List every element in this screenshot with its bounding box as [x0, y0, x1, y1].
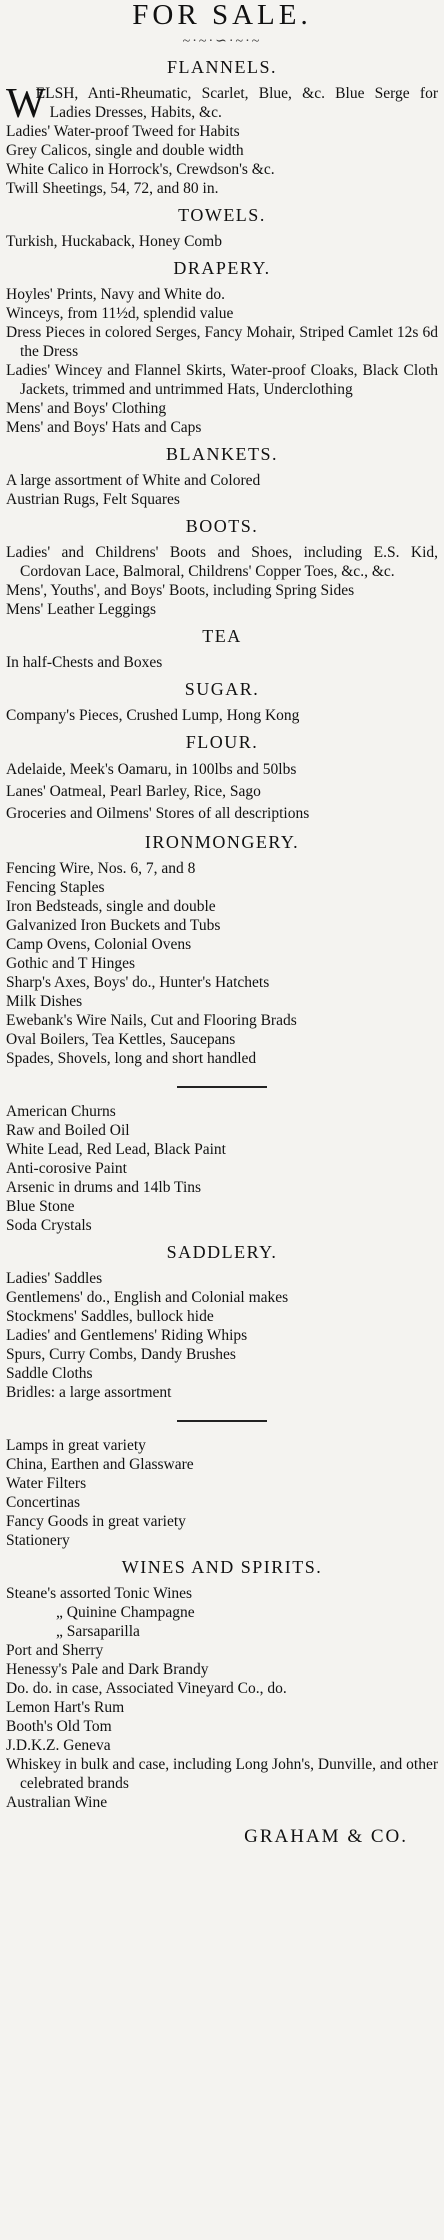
list-item: Mens' and Boys' Hats and Caps: [6, 419, 202, 436]
list-item: Stationery: [6, 1532, 70, 1549]
list-item: Dress Pieces in colored Serges, Fancy Mohair, Striped Camlet 12s 6d the Dress: [6, 324, 438, 360]
section-ironmongery: [6, 831, 438, 1068]
list-item: Blue Stone: [6, 1198, 75, 1215]
list-item: White Calico in Horrock's, Crewdson's &c.: [6, 161, 275, 178]
item-list: [6, 859, 438, 1068]
item-list: [6, 1436, 438, 1550]
list-item: Camp Ovens, Colonial Ovens: [6, 936, 192, 953]
list-item: [6, 81, 438, 127]
item-list: [6, 706, 438, 725]
sections-container: [6, 56, 438, 1812]
section-heading: SADDLERY.: [166, 1242, 278, 1262]
section-divider-rule: [177, 1086, 267, 1088]
list-item: „ Sarsaparilla: [56, 1623, 140, 1640]
item-list: [6, 1269, 438, 1402]
list-item: Lemon Hart's Rum: [6, 1699, 125, 1716]
list-item: Mens' and Boys' Clothing: [6, 400, 167, 417]
list-item: Ladies' Saddles: [6, 1270, 103, 1287]
item-list: [6, 471, 438, 509]
section-divider-rule: [177, 1420, 267, 1422]
list-item: Steane's assorted Tonic Wines: [6, 1585, 193, 1602]
section-flour: [6, 731, 438, 825]
list-item: Do. do. in case, Associated Vineyard Co., do.: [6, 1680, 287, 1697]
list-item: Concertinas: [6, 1494, 81, 1511]
list-item: Fencing Staples: [6, 879, 105, 896]
list-item: Twill Sheetings, 54, 72, and 80 in.: [6, 180, 219, 197]
list-item: Ladies' Water-proof Tweed for Habits: [6, 123, 240, 140]
list-item: Stockmens' Saddles, bullock hide: [6, 1308, 214, 1325]
list-item: China, Earthen and Glassware: [6, 1456, 194, 1473]
item-list: [6, 1102, 438, 1235]
list-item: Henessy's Pale and Dark Brandy: [6, 1661, 209, 1678]
list-item: Anti-corosive Paint: [6, 1160, 127, 1177]
list-item: Whiskey in bulk and case, including Long John's, Dunville, and other celebrated brands: [6, 1756, 438, 1792]
signature: GRAHAM & CO.: [244, 1826, 408, 1847]
section-misc-9: [6, 1086, 438, 1235]
list-item: A large assortment of White and Colored: [6, 472, 261, 489]
list-item: Milk Dishes: [6, 993, 83, 1010]
list-item: Grey Calicos, single and double width: [6, 142, 244, 159]
section-heading: WINES AND SPIRITS.: [121, 1557, 323, 1577]
list-item: Sharp's Axes, Boys' do., Hunter's Hatchets: [6, 974, 270, 991]
page-title: FOR SALE.: [132, 0, 312, 31]
list-item: Saddle Cloths: [6, 1365, 93, 1382]
list-item: Mens', Youths', and Boys' Boots, including Spring Sides: [6, 582, 355, 599]
section-heading: DRAPERY.: [173, 258, 271, 278]
item-list: [6, 543, 438, 619]
list-item: Hoyles' Prints, Navy and White do.: [6, 286, 226, 303]
list-item: Booth's Old Tom: [6, 1718, 112, 1735]
section-towels: [6, 204, 438, 251]
drop-cap-letter: W: [6, 81, 46, 127]
list-item: Gothic and T Hinges: [6, 955, 136, 972]
item-list: [6, 285, 438, 437]
list-item: Galvanized Iron Buckets and Tubs: [6, 917, 221, 934]
list-item: American Churns: [6, 1103, 116, 1120]
section-sugar: [6, 678, 438, 725]
section-heading: FLANNELS.: [166, 57, 277, 77]
item-list: [6, 232, 438, 251]
section-heading: TOWELS.: [178, 205, 266, 225]
title-flourish: ~·~·∽·~·~: [182, 34, 262, 49]
section-wines-and-spirits: [6, 1556, 438, 1812]
item-list: [6, 653, 438, 672]
list-item: Ladies' and Gentlemens' Riding Whips: [6, 1327, 248, 1344]
section-misc-11: [6, 1420, 438, 1550]
list-item: Australian Wine: [6, 1794, 108, 1811]
section-heading: BLANKETS.: [166, 444, 278, 464]
section-drapery: [6, 257, 438, 437]
section-tea: [6, 625, 438, 672]
section-heading: TEA: [202, 626, 242, 646]
list-item: In half-Chests and Boxes: [6, 654, 163, 671]
list-item: Fancy Goods in great variety: [6, 1513, 186, 1530]
list-item: White Lead, Red Lead, Black Paint: [6, 1141, 226, 1158]
list-item: Winceys, from 11½d, splendid value: [6, 305, 234, 322]
item-list: [6, 1584, 438, 1812]
section-heading: SUGAR.: [184, 679, 260, 699]
list-item: Mens' Leather Leggings: [6, 601, 156, 618]
list-item: Company's Pieces, Crushed Lump, Hong Kong: [6, 707, 300, 724]
list-item: Spades, Shovels, long and short handled: [6, 1050, 257, 1067]
list-item: Port and Sherry: [6, 1642, 104, 1659]
list-item: Soda Crystals: [6, 1217, 92, 1234]
list-item-text: ELSH, Anti-Rheumatic, Scarlet, Blue, &c. Blue Serge for Ladies Dresses, Habits, &c.: [35, 85, 438, 121]
section-heading: BOOTS.: [185, 516, 259, 536]
section-blankets: [6, 443, 438, 509]
section-saddlery: [6, 1241, 438, 1402]
list-item: Water Filters: [6, 1475, 87, 1492]
list-item: Bridles: a large assortment: [6, 1384, 172, 1401]
list-item: Raw and Boiled Oil: [6, 1122, 130, 1139]
list-item: Ladies' Wincey and Flannel Skirts, Water-proof Cloaks, Black Cloth Jackets, trimmed and untrimmed Hats, Underclothing: [6, 362, 438, 398]
item-list: [6, 759, 438, 825]
list-item: Iron Bedsteads, single and double: [6, 898, 216, 915]
list-item: Groceries and Oilmens' Stores of all descriptions: [6, 805, 310, 822]
list-item: „ Quinine Champagne: [56, 1604, 195, 1621]
section-heading: FLOUR.: [185, 732, 259, 752]
list-item: Adelaide, Meek's Oamaru, in 100lbs and 50lbs: [6, 761, 297, 778]
list-item: Lamps in great variety: [6, 1437, 146, 1454]
section-boots: [6, 515, 438, 619]
item-list: [6, 81, 438, 198]
section-flannels: [6, 56, 438, 198]
list-item: J.D.K.Z. Geneva: [6, 1737, 111, 1754]
list-item: Turkish, Huckaback, Honey Comb: [6, 233, 222, 250]
list-item: Austrian Rugs, Felt Squares: [6, 491, 180, 508]
list-item: Oval Boilers, Tea Kettles, Saucepans: [6, 1031, 236, 1048]
list-item: Ladies' and Childrens' Boots and Shoes, including E.S. Kid, Cordovan Lace, Balmoral, Childrens' Copper Toes, &c., &c.: [6, 544, 438, 580]
list-item: Fencing Wire, Nos. 6, 7, and 8: [6, 860, 196, 877]
section-heading: IRONMONGERY.: [144, 832, 300, 852]
list-item: Spurs, Curry Combs, Dandy Brushes: [6, 1346, 236, 1363]
list-item: Arsenic in drums and 14lb Tins: [6, 1179, 202, 1196]
list-item: Ewebank's Wire Nails, Cut and Flooring Brads: [6, 1012, 297, 1029]
list-item: Gentlemens' do., English and Colonial makes: [6, 1289, 289, 1306]
list-item: Lanes' Oatmeal, Pearl Barley, Rice, Sago: [6, 783, 261, 800]
